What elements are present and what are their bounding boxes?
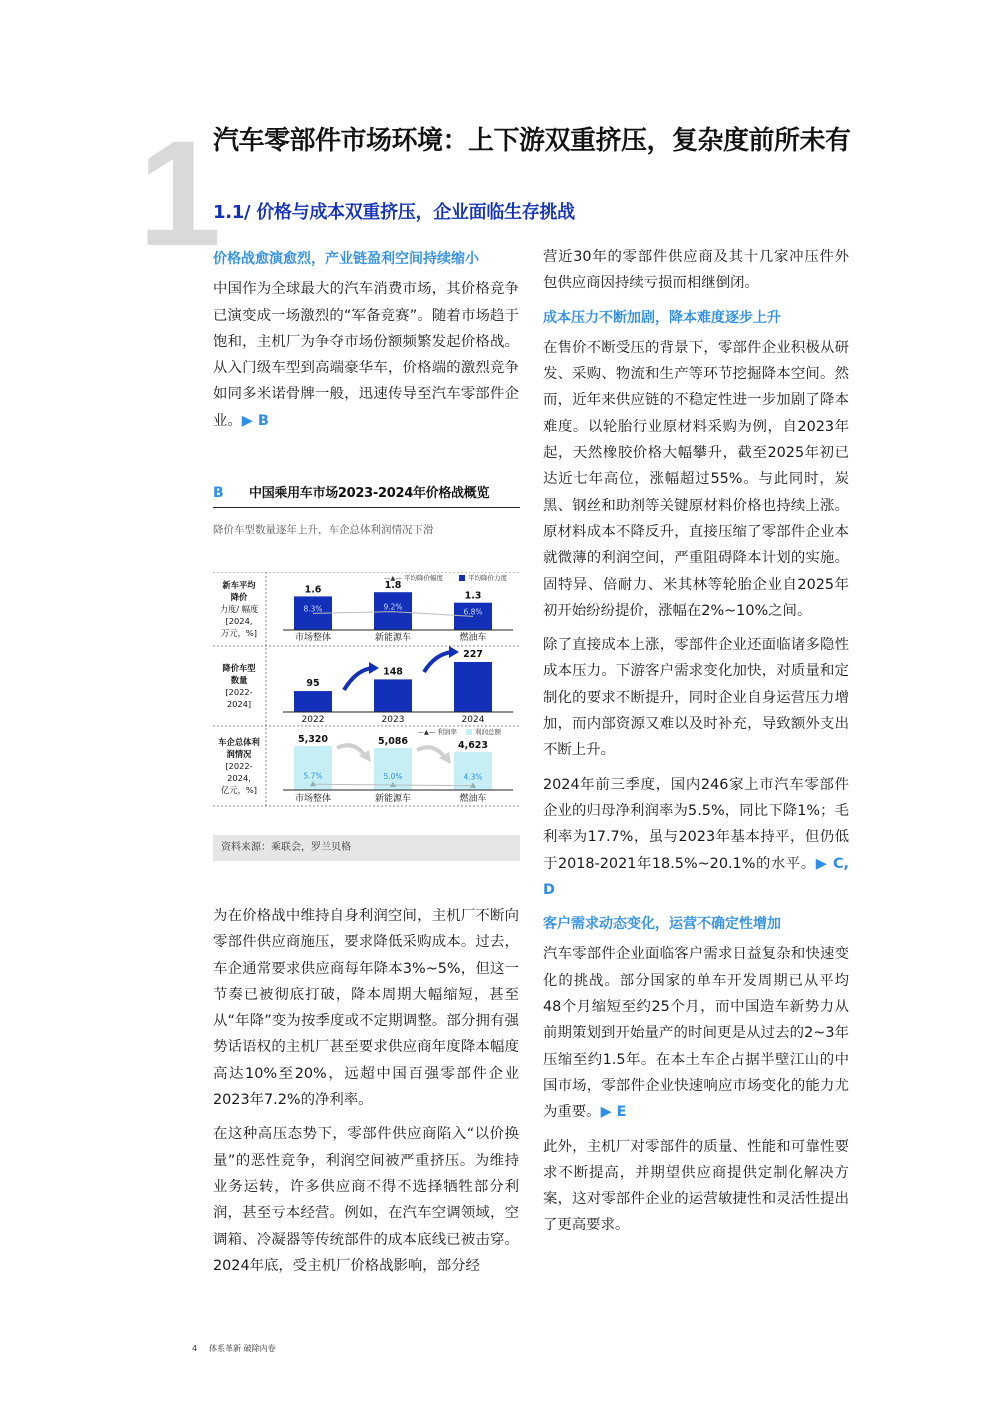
legend-label-series-a: 平均降价力度 xyxy=(468,574,507,582)
exhibit-ref-b[interactable]: ▶ B xyxy=(241,412,269,429)
legend-label-series-b: —▲— 平均降价幅度 xyxy=(383,574,443,582)
subheading-price-war: 价格战愈演愈烈，产业链盈利空间持续缩小 xyxy=(213,251,479,267)
profit-row-label-4: 亿元，%] xyxy=(220,785,258,795)
exhibit-header xyxy=(213,482,520,508)
footer-text: 体系革新 破除内卷 xyxy=(209,1344,276,1353)
bar-cut-models-2024 xyxy=(454,662,492,712)
growth-arrow-1 xyxy=(344,668,372,690)
paragraph-profit-margin xyxy=(543,772,849,903)
section-subtitle: 1.1/ 价格与成本双重挤压，企业面临生存挑战 xyxy=(213,202,575,223)
legend-label-series-a: 利润总额 xyxy=(475,728,501,736)
exhibit-b xyxy=(213,482,520,853)
paragraph-hidden-cost: 除了直接成本上涨，零部件企业还面临诸多隐性成本压力。下游客户需求变化加快，对质量和定制化的要求不断提升，同时企业自身运营压力增加，而内部资源又难以及时补充，导致额外支出不断上升。 xyxy=(543,637,849,759)
value-label-profit: 4,623 xyxy=(457,739,489,751)
price-cut-row-label-4: 万元，%] xyxy=(220,628,258,638)
exhibit-ref-cd[interactable]: ▶ C, D xyxy=(543,855,849,898)
profit-row-label-1: 润情况 xyxy=(226,749,252,759)
value-label-profit: 5,086 xyxy=(377,735,409,747)
profit-row-label-0: 车企总体利 xyxy=(218,737,260,747)
price-cut-row-label-2: 力度/ 幅度 xyxy=(219,604,259,614)
section-number: 1 xyxy=(138,109,218,277)
pct-label-profit: 4.3% xyxy=(463,772,483,782)
category-label: 新能源车 xyxy=(374,794,412,804)
category-label: 市场整体 xyxy=(294,794,332,804)
category-label: 2023 xyxy=(381,715,405,725)
paragraph-supplier-pressure: 为在价格战中维持自身利润空间，主机厂不断向零部件供应商施压，要求降低采购成本。过去，车企通常要求供应商每年降本3%~5%，但这一节奏已被彻底打破，降本周期大幅缩短，甚至从“年降”变为按季度或不定期调整。部分拥有强势话语权的主机厂甚至要求供应商年度降本幅度高达10%至20%，远超中国百强零部件企业2023年7.2%的净利率。 xyxy=(213,908,519,1109)
profit-row-label-3: 2024, xyxy=(227,773,251,783)
pct-label-profit: 5.0% xyxy=(383,772,403,781)
value-label-cut-models: 95 xyxy=(306,678,320,690)
growth-arrow-1-head xyxy=(369,662,379,674)
value-label-cut-models: 148 xyxy=(383,666,403,678)
legend-label-series-b: —▲— 利润率 xyxy=(417,728,457,736)
value-label-cut-models: 227 xyxy=(463,649,483,660)
category-label: 燃油车 xyxy=(459,633,487,643)
decline-arrow-1 xyxy=(337,745,365,756)
price-cut-row-label-0: 新车平均 xyxy=(222,580,256,590)
line-profit-pct xyxy=(313,784,473,785)
paragraph-dev-cycle xyxy=(543,941,849,1125)
paragraph-price-for-volume: 在这种高压态势下，零部件供应商陷入“以价换量”的恶性竞争，利润空间被严重挤压。为维持业务运转，许多供应商不得不选择牺牲部分利润，甚至亏本经营。例如，在汽车空调领域，空调箱、冷凝器等传统部件的成本底线已被击穿。2024年底，受主机厂价格战影响，部分经 xyxy=(213,1126,519,1274)
exhibit-chart xyxy=(213,572,520,822)
cut-models-row-label-2: [2022- xyxy=(225,687,253,697)
page-footer xyxy=(192,1343,288,1354)
cut-models-row-label-0: 降价车型 xyxy=(222,663,256,673)
pct-label-price-cut: 9.2% xyxy=(383,602,403,612)
profit-row-label-2: [2022- xyxy=(225,761,253,771)
category-label: 燃油车 xyxy=(459,794,487,804)
paragraph-customization: 此外，主机厂对零部件的质量、性能和可靠性要求不断提高，并期望供应商提供定制化解决方案，这对零部件企业的运营敏捷性和灵活性提出了更高要求。 xyxy=(543,1138,849,1234)
paragraph-raw-material: 在售价不断受压的背景下，零部件企业积极从研发、采购、物流和生产等环节挖掘降本空间。然而，近年来供应链的不稳定性进一步加剧了降本难度。以轮胎行业原材料采购为例，自2023年起，天然橡胶价格大幅攀升，截至2025年初已达近七年高位，涨幅超过55%。与此同时，炭黑、钢丝和助剂等关键原材料价格也持续上涨。原材料成本不降反升，直接压缩了零部件企业本就微薄的利润空间，严重阻碍降本计划的实施。固特异、倍耐力、米其林等轮胎企业自2025年初开始纷纷提价，涨幅在2%~10%之间。 xyxy=(543,339,849,619)
decline-arrow-2 xyxy=(417,747,445,758)
legend-swatch-series-a xyxy=(466,729,472,735)
category-label: 2024 xyxy=(461,715,485,725)
left-column-bottom xyxy=(213,903,519,1287)
value-label-profit: 5,320 xyxy=(297,734,329,745)
paragraph-text: 中国作为全球最大的汽车消费市场，其价格竞争已演变成一场激烈的“军备竞赛”。随着市场趋于饱和，主机厂为争夺市场份额频繁发起价格战。从入门级车型到高端豪华车，价格端的激烈竞争如同多米诺骨牌一般，迅速传导至汽车零部件企业。 xyxy=(213,281,519,429)
value-label-price-cut: 1.8 xyxy=(384,580,402,592)
paragraph-text: 汽车零部件企业面临客户需求日益复杂和快速变化的挑战。部分国家的单车开发周期已从平均48个月缩短至约25个月，而中国造车新势力从前期策划到开始量产的时间更是从过去的2~3年压缩至约1.5年。在本土车企占据半壁江山的中国市场，零部件企业快速响应市场变化的能力尤为重要。 xyxy=(543,946,849,1121)
left-column-top xyxy=(213,246,519,442)
legend-swatch-series-a xyxy=(459,575,465,581)
category-label: 2022 xyxy=(301,715,325,725)
bar-cut-models-2022 xyxy=(294,691,332,712)
page-title: 汽车零部件市场环境：上下游双重挤压，复杂度前所未有 xyxy=(213,126,851,156)
price-cut-row-label-1: 降价 xyxy=(230,592,248,602)
paragraph-continued: 营近30年的零部件供应商及其十几家冲压件外包供应商因持续亏损而相继倒闭。 xyxy=(543,249,849,292)
subheading-customer-demand: 客户需求动态变化，运营不确定性增加 xyxy=(543,916,781,933)
category-label: 新能源车 xyxy=(374,633,412,643)
exhibit-subtitle: 降价车型数量逐年上升，车企总体利润情况下滑 xyxy=(213,524,434,536)
exhibit-title: 中国乘用车市场2023-2024年价格战概览 xyxy=(249,486,490,501)
pct-label-profit: 5.7% xyxy=(303,771,323,781)
exhibit-letter: B xyxy=(213,485,224,501)
exhibit-ref-e[interactable]: ▶ E xyxy=(600,1104,627,1121)
growth-arrow-2-head xyxy=(449,646,459,658)
subheading-cost-pressure: 成本压力不断加剧，降本难度逐步上升 xyxy=(543,309,781,326)
price-cut-row-label-3: [2024, xyxy=(225,616,253,626)
pct-label-price-cut: 8.3% xyxy=(303,604,323,614)
category-label: 市场整体 xyxy=(294,633,332,643)
paragraph-price-war xyxy=(213,276,519,434)
exhibit-source: 资料来源：乘联会，罗兰贝格 xyxy=(213,835,520,861)
pct-label-price-cut: 6.8% xyxy=(463,607,483,617)
bar-cut-models-2023 xyxy=(374,679,412,712)
paragraph-text: 2024年前三季度，国内246家上市汽车零部件企业的归母净利润率为5.5%，同比下降1%；毛利率为17.7%，虽与2023年基本持平，但仍低于2018-2021年18.5%~20.1%的水平。 xyxy=(543,776,849,872)
value-label-price-cut: 1.3 xyxy=(464,590,482,602)
cut-models-row-label-1: 数量 xyxy=(230,675,248,685)
right-column xyxy=(543,244,849,1247)
page-number: 4 xyxy=(192,1344,198,1353)
cut-models-row-label-3: 2024] xyxy=(226,699,252,709)
value-label-price-cut: 1.6 xyxy=(304,584,322,596)
growth-arrow-2 xyxy=(424,652,452,672)
